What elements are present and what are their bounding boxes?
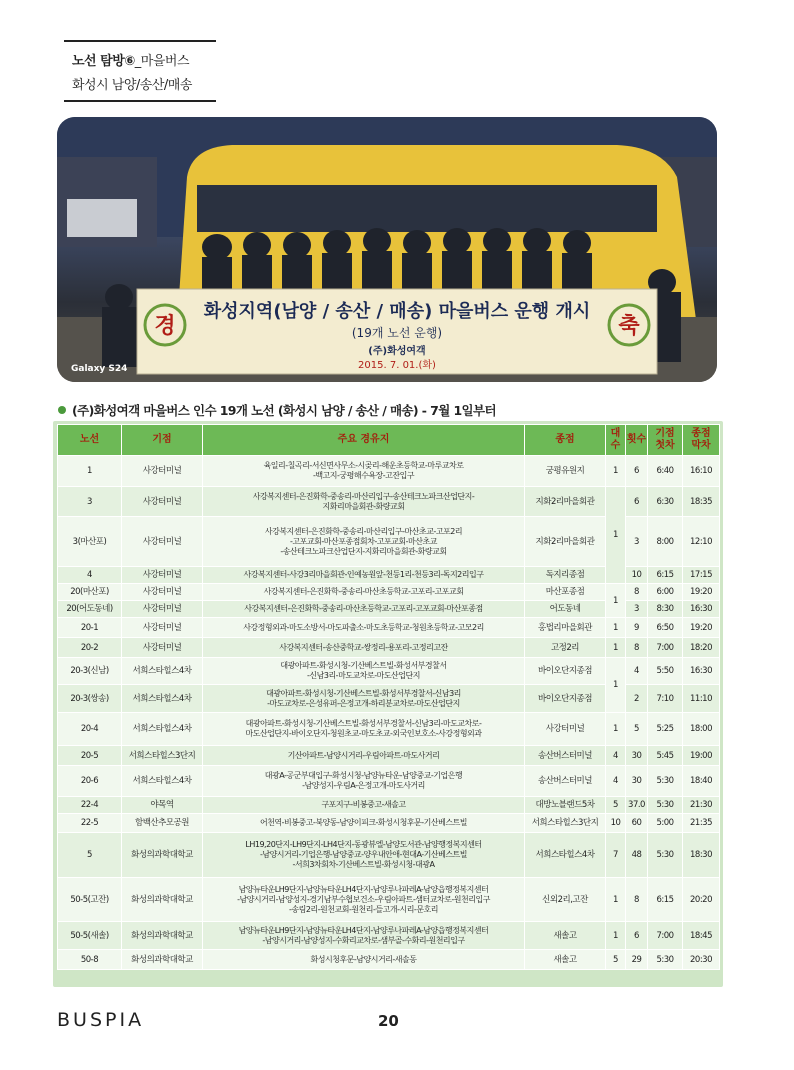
bus-count-cell: 1 <box>606 878 626 922</box>
end-stop-cell: 독지리종점 <box>525 567 606 584</box>
trip-count-cell: 6 <box>626 487 648 517</box>
end-stop-cell: 서희스타힐스4차 <box>525 833 606 878</box>
banner-main-text: 화성지역(남양 / 송산 / 매송) 마을버스 운행 개시 <box>203 301 591 322</box>
first-bus-cell: 8:00 <box>648 517 683 567</box>
bus-count-cell: 1 <box>606 922 626 950</box>
start-stop-cell: 화성의과학대학교 <box>122 922 203 950</box>
first-bus-cell: 5:30 <box>648 950 683 970</box>
start-stop-cell: 사강터미널 <box>122 638 203 658</box>
first-bus-cell: 5:45 <box>648 746 683 766</box>
trip-count-cell: 8 <box>626 878 648 922</box>
end-stop-cell: 어도동네 <box>525 601 606 618</box>
route-cell: 20-3(쌍송) <box>58 685 122 713</box>
banner-company-text: (주)화성여객 <box>368 346 426 357</box>
trip-count-cell: 29 <box>626 950 648 970</box>
last-bus-cell: 16:10 <box>683 456 720 487</box>
start-stop-cell: 서희스타힐스4차 <box>122 766 203 797</box>
first-bus-cell: 5:30 <box>648 797 683 814</box>
last-bus-cell: 18:20 <box>683 638 720 658</box>
camera-watermark: Galaxy S24 <box>71 364 128 374</box>
via-stops-cell: 어천역-비봉중고-북양동-남양이피크-화성시청후문-기산베스트빌 <box>203 814 525 833</box>
via-stops-cell: 사강복지센터-은진화학-중송리-마산리입구-송산테크노파크산업단지- 지화리마을회관-화량교회 <box>203 487 525 517</box>
bus-count-cell: 1 <box>606 456 626 487</box>
via-stops-cell: 남양뉴타운LH9단지-남양뉴타운LH4단지-남양루나파레A-남양읍행정복지센터 -남양시거리-남양성지-수화리교차로-샘부골-수화리-원천리입구 <box>203 922 525 950</box>
banner-right-char: 축 <box>618 314 640 339</box>
banner-sub-text: (19개 노선 운행) <box>351 326 443 340</box>
bus-count-cell: 10 <box>606 814 626 833</box>
table-row <box>58 833 720 878</box>
table-row <box>58 618 720 638</box>
via-stops-cell: 사강복지센터-은진화학-중송리-마산초등학교-고포리-고포교회-마산포종점 <box>203 601 525 618</box>
start-stop-cell: 화성의과학대학교 <box>122 950 203 970</box>
trip-count-cell: 48 <box>626 833 648 878</box>
route-cell: 5 <box>58 833 122 878</box>
first-bus-cell: 7:00 <box>648 638 683 658</box>
start-stop-cell: 사강터미널 <box>122 487 203 517</box>
via-stops-cell: 사강복지센터-송산중학교-쌍정리-용포리-고정리고잔 <box>203 638 525 658</box>
start-stop-cell: 화성의과학대학교 <box>122 878 203 922</box>
start-stop-cell: 사강터미널 <box>122 456 203 487</box>
via-stops-cell: 대광아파트-화성시청-기산베스트빌-화성서부경찰서-신남3리-마도교차로- 마도산업단지-바이오단지-청원초교-마도초교-외국인보호소-사강정형외과 <box>203 713 525 746</box>
first-bus-cell: 7:10 <box>648 685 683 713</box>
via-stops-cell: 사강복지센터-은진화학-중송리-마산초등학교-고포리-고포교회 <box>203 584 525 601</box>
table-row <box>58 658 720 685</box>
via-stops-cell: 육일리-칠곡리-서신면사무소-시곶리-해운초등학교-마루교차로 -백고지-궁평해수욕장-고잔입구 <box>203 456 525 487</box>
trip-count-cell: 60 <box>626 814 648 833</box>
end-stop-cell: 홍법리마을회관 <box>525 618 606 638</box>
bus-count-cell: 1 <box>606 713 626 746</box>
route-cell: 20-5 <box>58 746 122 766</box>
trip-count-cell: 30 <box>626 746 648 766</box>
route-table <box>57 424 720 970</box>
table-row <box>58 797 720 814</box>
route-cell: 20-6 <box>58 766 122 797</box>
table-row <box>58 950 720 970</box>
trip-count-cell: 10 <box>626 567 648 584</box>
table-body <box>58 456 720 970</box>
table-title <box>58 401 496 419</box>
first-bus-cell: 5:30 <box>648 833 683 878</box>
start-stop-cell: 서희스타힐스3단지 <box>122 746 203 766</box>
first-bus-cell: 5:00 <box>648 814 683 833</box>
table-row <box>58 456 720 487</box>
column-header: 횟수 <box>626 425 648 456</box>
trip-count-cell: 5 <box>626 713 648 746</box>
bus-count-cell: 4 <box>606 766 626 797</box>
route-cell: 1 <box>58 456 122 487</box>
bus-count-cell: 1 <box>606 658 626 713</box>
via-stops-cell: LH19,20단지-LH9단지-LH4단지-동광뷰엘-남양도서관-남양행정복지센터 -남양시거리-기업은행-남양중교-양우내안애-현대A-기산베스트빌 -서희3차회차-기산베스트빌-화성시청-대광A <box>203 833 525 878</box>
table-row <box>58 922 720 950</box>
via-stops-cell: 대광A-공군부대입구-화성시청-남양뉴타운-남양중교-기업은행 -남양성지-우림A-은정고개-마도사거리 <box>203 766 525 797</box>
column-header: 종점 막차 <box>683 425 720 456</box>
via-stops-cell: 사강복지센터-은진화학-중송리-마산리입구-마산초교-고포2리 -고포교회-마산포종점회차-고포교회-마산초교 -송산테크노파크산업단지-지화리마을회관-화량교회 <box>203 517 525 567</box>
end-stop-cell: 대방노블랜드5차 <box>525 797 606 814</box>
column-header: 기점 <box>122 425 203 456</box>
first-bus-cell: 6:15 <box>648 878 683 922</box>
last-bus-cell: 21:35 <box>683 814 720 833</box>
last-bus-cell: 20:20 <box>683 878 720 922</box>
route-cell: 50-5(새솔) <box>58 922 122 950</box>
start-stop-cell: 야목역 <box>122 797 203 814</box>
end-stop-cell: 서희스타힐스3단지 <box>525 814 606 833</box>
start-stop-cell: 사강터미널 <box>122 567 203 584</box>
last-bus-cell: 20:30 <box>683 950 720 970</box>
last-bus-cell: 19:00 <box>683 746 720 766</box>
photo-illustration <box>57 117 717 382</box>
end-stop-cell: 고정2리 <box>525 638 606 658</box>
bus-count-cell: 1 <box>606 584 626 618</box>
via-stops-cell: 대광아파트-화성시청-기산베스트빌-화성서부경찰서 -신남3리-마도교차로-마도산업단지 <box>203 658 525 685</box>
via-stops-cell: 대광아파트-화성시청-기산베스트빌-화성서부경찰서-신남3리 -마도교차로-은성유퍼-은정고개-하리분교차로-마도산업단지 <box>203 685 525 713</box>
last-bus-cell: 18:40 <box>683 766 720 797</box>
trip-count-cell: 37.0 <box>626 797 648 814</box>
end-stop-cell: 송산버스터미널 <box>525 746 606 766</box>
start-stop-cell: 서희스타힐스4차 <box>122 658 203 685</box>
start-stop-cell: 사강터미널 <box>122 618 203 638</box>
first-bus-cell: 5:30 <box>648 766 683 797</box>
bus-count-cell: 1 <box>606 638 626 658</box>
trip-count-cell: 2 <box>626 685 648 713</box>
via-stops-cell: 남양뉴타운LH9단지-남양뉴타운LH4단지-남양루나파레A-남양읍행정복지센터 -남양시거리-남양성지-경기남부수협보건소-우림아파트-샘터교차로-원천리입구 -송림2리-원천교회-원천리-들고개-시리-문호리 <box>203 878 525 922</box>
first-bus-cell: 6:30 <box>648 487 683 517</box>
route-cell: 22-5 <box>58 814 122 833</box>
route-cell: 20-2 <box>58 638 122 658</box>
start-stop-cell: 함백산추모공원 <box>122 814 203 833</box>
last-bus-cell: 18:00 <box>683 713 720 746</box>
trip-count-cell: 4 <box>626 658 648 685</box>
via-stops-cell: 화성시청후문-남양시거리-새솔동 <box>203 950 525 970</box>
end-stop-cell: 바이오단지종점 <box>525 685 606 713</box>
bus-count-cell: 5 <box>606 950 626 970</box>
page-number: 20 <box>378 1012 399 1030</box>
trip-count-cell: 30 <box>626 766 648 797</box>
end-stop-cell: 새솔고 <box>525 950 606 970</box>
end-stop-cell: 바이오단지종점 <box>525 658 606 685</box>
banner-left-char: 경 <box>154 314 176 339</box>
first-bus-cell: 6:50 <box>648 618 683 638</box>
table-row <box>58 487 720 517</box>
trip-count-cell: 8 <box>626 638 648 658</box>
via-stops-cell: 기산아파트-남양시거리-우림아파트-마도사거리 <box>203 746 525 766</box>
start-stop-cell: 서희스타힐스4차 <box>122 685 203 713</box>
last-bus-cell: 16:30 <box>683 601 720 618</box>
last-bus-cell: 19:20 <box>683 618 720 638</box>
route-cell: 20-1 <box>58 618 122 638</box>
bus-count-cell: 4 <box>606 746 626 766</box>
route-cell: 50-8 <box>58 950 122 970</box>
last-bus-cell: 18:45 <box>683 922 720 950</box>
trip-count-cell: 6 <box>626 922 648 950</box>
route-table-panel <box>53 421 723 987</box>
route-cell: 20-4 <box>58 713 122 746</box>
route-cell: 20(마산포) <box>58 584 122 601</box>
end-stop-cell: 지화2리마을회관 <box>525 487 606 517</box>
table-row <box>58 584 720 601</box>
last-bus-cell: 16:30 <box>683 658 720 685</box>
route-cell: 20-3(신남) <box>58 658 122 685</box>
first-bus-cell: 5:50 <box>648 658 683 685</box>
end-stop-cell: 사강터미널 <box>525 713 606 746</box>
start-stop-cell: 서희스타힐스4차 <box>122 713 203 746</box>
end-stop-cell: 궁평유원지 <box>525 456 606 487</box>
bus-count-cell: 1 <box>606 487 626 584</box>
start-stop-cell: 사강터미널 <box>122 601 203 618</box>
table-row <box>58 878 720 922</box>
ceremony-photo <box>57 117 717 382</box>
column-header: 노선 <box>58 425 122 456</box>
last-bus-cell: 12:10 <box>683 517 720 567</box>
end-stop-cell: 송산버스터미널 <box>525 766 606 797</box>
route-cell: 3(마산포) <box>58 517 122 567</box>
start-stop-cell: 사강터미널 <box>122 584 203 601</box>
trip-count-cell: 3 <box>626 517 648 567</box>
trip-count-cell: 8 <box>626 584 648 601</box>
route-cell: 20(어도동네) <box>58 601 122 618</box>
series-category: _마을버스 <box>134 54 189 69</box>
bus-count-cell: 7 <box>606 833 626 878</box>
bullet-icon <box>58 406 66 414</box>
column-header: 기점 첫차 <box>648 425 683 456</box>
first-bus-cell: 6:00 <box>648 584 683 601</box>
end-stop-cell: 새솔고 <box>525 922 606 950</box>
bus-count-cell: 1 <box>606 618 626 638</box>
first-bus-cell: 8:30 <box>648 601 683 618</box>
last-bus-cell: 18:35 <box>683 487 720 517</box>
table-header-row <box>58 425 720 456</box>
column-header: 주요 경유지 <box>203 425 525 456</box>
table-row <box>58 766 720 797</box>
last-bus-cell: 21:30 <box>683 797 720 814</box>
first-bus-cell: 6:40 <box>648 456 683 487</box>
bus-count-cell: 5 <box>606 797 626 814</box>
via-stops-cell: 사강복지센터-사강3리마을회관-인예농원앞-천등1리-천등3리-독지2리입구 <box>203 567 525 584</box>
first-bus-cell: 6:15 <box>648 567 683 584</box>
first-bus-cell: 5:25 <box>648 713 683 746</box>
last-bus-cell: 11:10 <box>683 685 720 713</box>
end-stop-cell: 마산포종점 <box>525 584 606 601</box>
trip-count-cell: 9 <box>626 618 648 638</box>
trip-count-cell: 6 <box>626 456 648 487</box>
last-bus-cell: 19:20 <box>683 584 720 601</box>
start-stop-cell: 사강터미널 <box>122 517 203 567</box>
last-bus-cell: 17:15 <box>683 567 720 584</box>
trip-count-cell: 3 <box>626 601 648 618</box>
table-row <box>58 713 720 746</box>
column-header: 종점 <box>525 425 606 456</box>
start-stop-cell: 화성의과학대학교 <box>122 833 203 878</box>
article-header <box>64 40 216 102</box>
route-cell: 4 <box>58 567 122 584</box>
route-cell: 22-4 <box>58 797 122 814</box>
first-bus-cell: 7:00 <box>648 922 683 950</box>
via-stops-cell: 사강정형외과-마도소방서-마도파출소-마도초등학교-청원초등학교-고모2리 <box>203 618 525 638</box>
route-cell: 50-5(고잔) <box>58 878 122 922</box>
table-row <box>58 638 720 658</box>
series-label: 노선 탐방⑥ <box>72 54 135 69</box>
end-stop-cell: 지화2리마을회관 <box>525 517 606 567</box>
table-row <box>58 746 720 766</box>
buspia-logo: BUSPIA <box>57 1009 145 1031</box>
via-stops-cell: 구포지구-비봉중고-새솔고 <box>203 797 525 814</box>
end-stop-cell: 신외2리,고잔 <box>525 878 606 922</box>
article-subtitle: 화성시 남양/송산/매송 <box>72 78 192 93</box>
column-header: 대수 <box>606 425 626 456</box>
route-cell: 3 <box>58 487 122 517</box>
table-title-text: (주)화성여객 마을버스 인수 19개 노선 (화성시 남양 / 송산 / 매송) - 7월 1일부터 <box>72 403 496 418</box>
banner-date-text: 2015. 7. 01.(화) <box>358 360 436 371</box>
table-row <box>58 814 720 833</box>
last-bus-cell: 18:30 <box>683 833 720 878</box>
